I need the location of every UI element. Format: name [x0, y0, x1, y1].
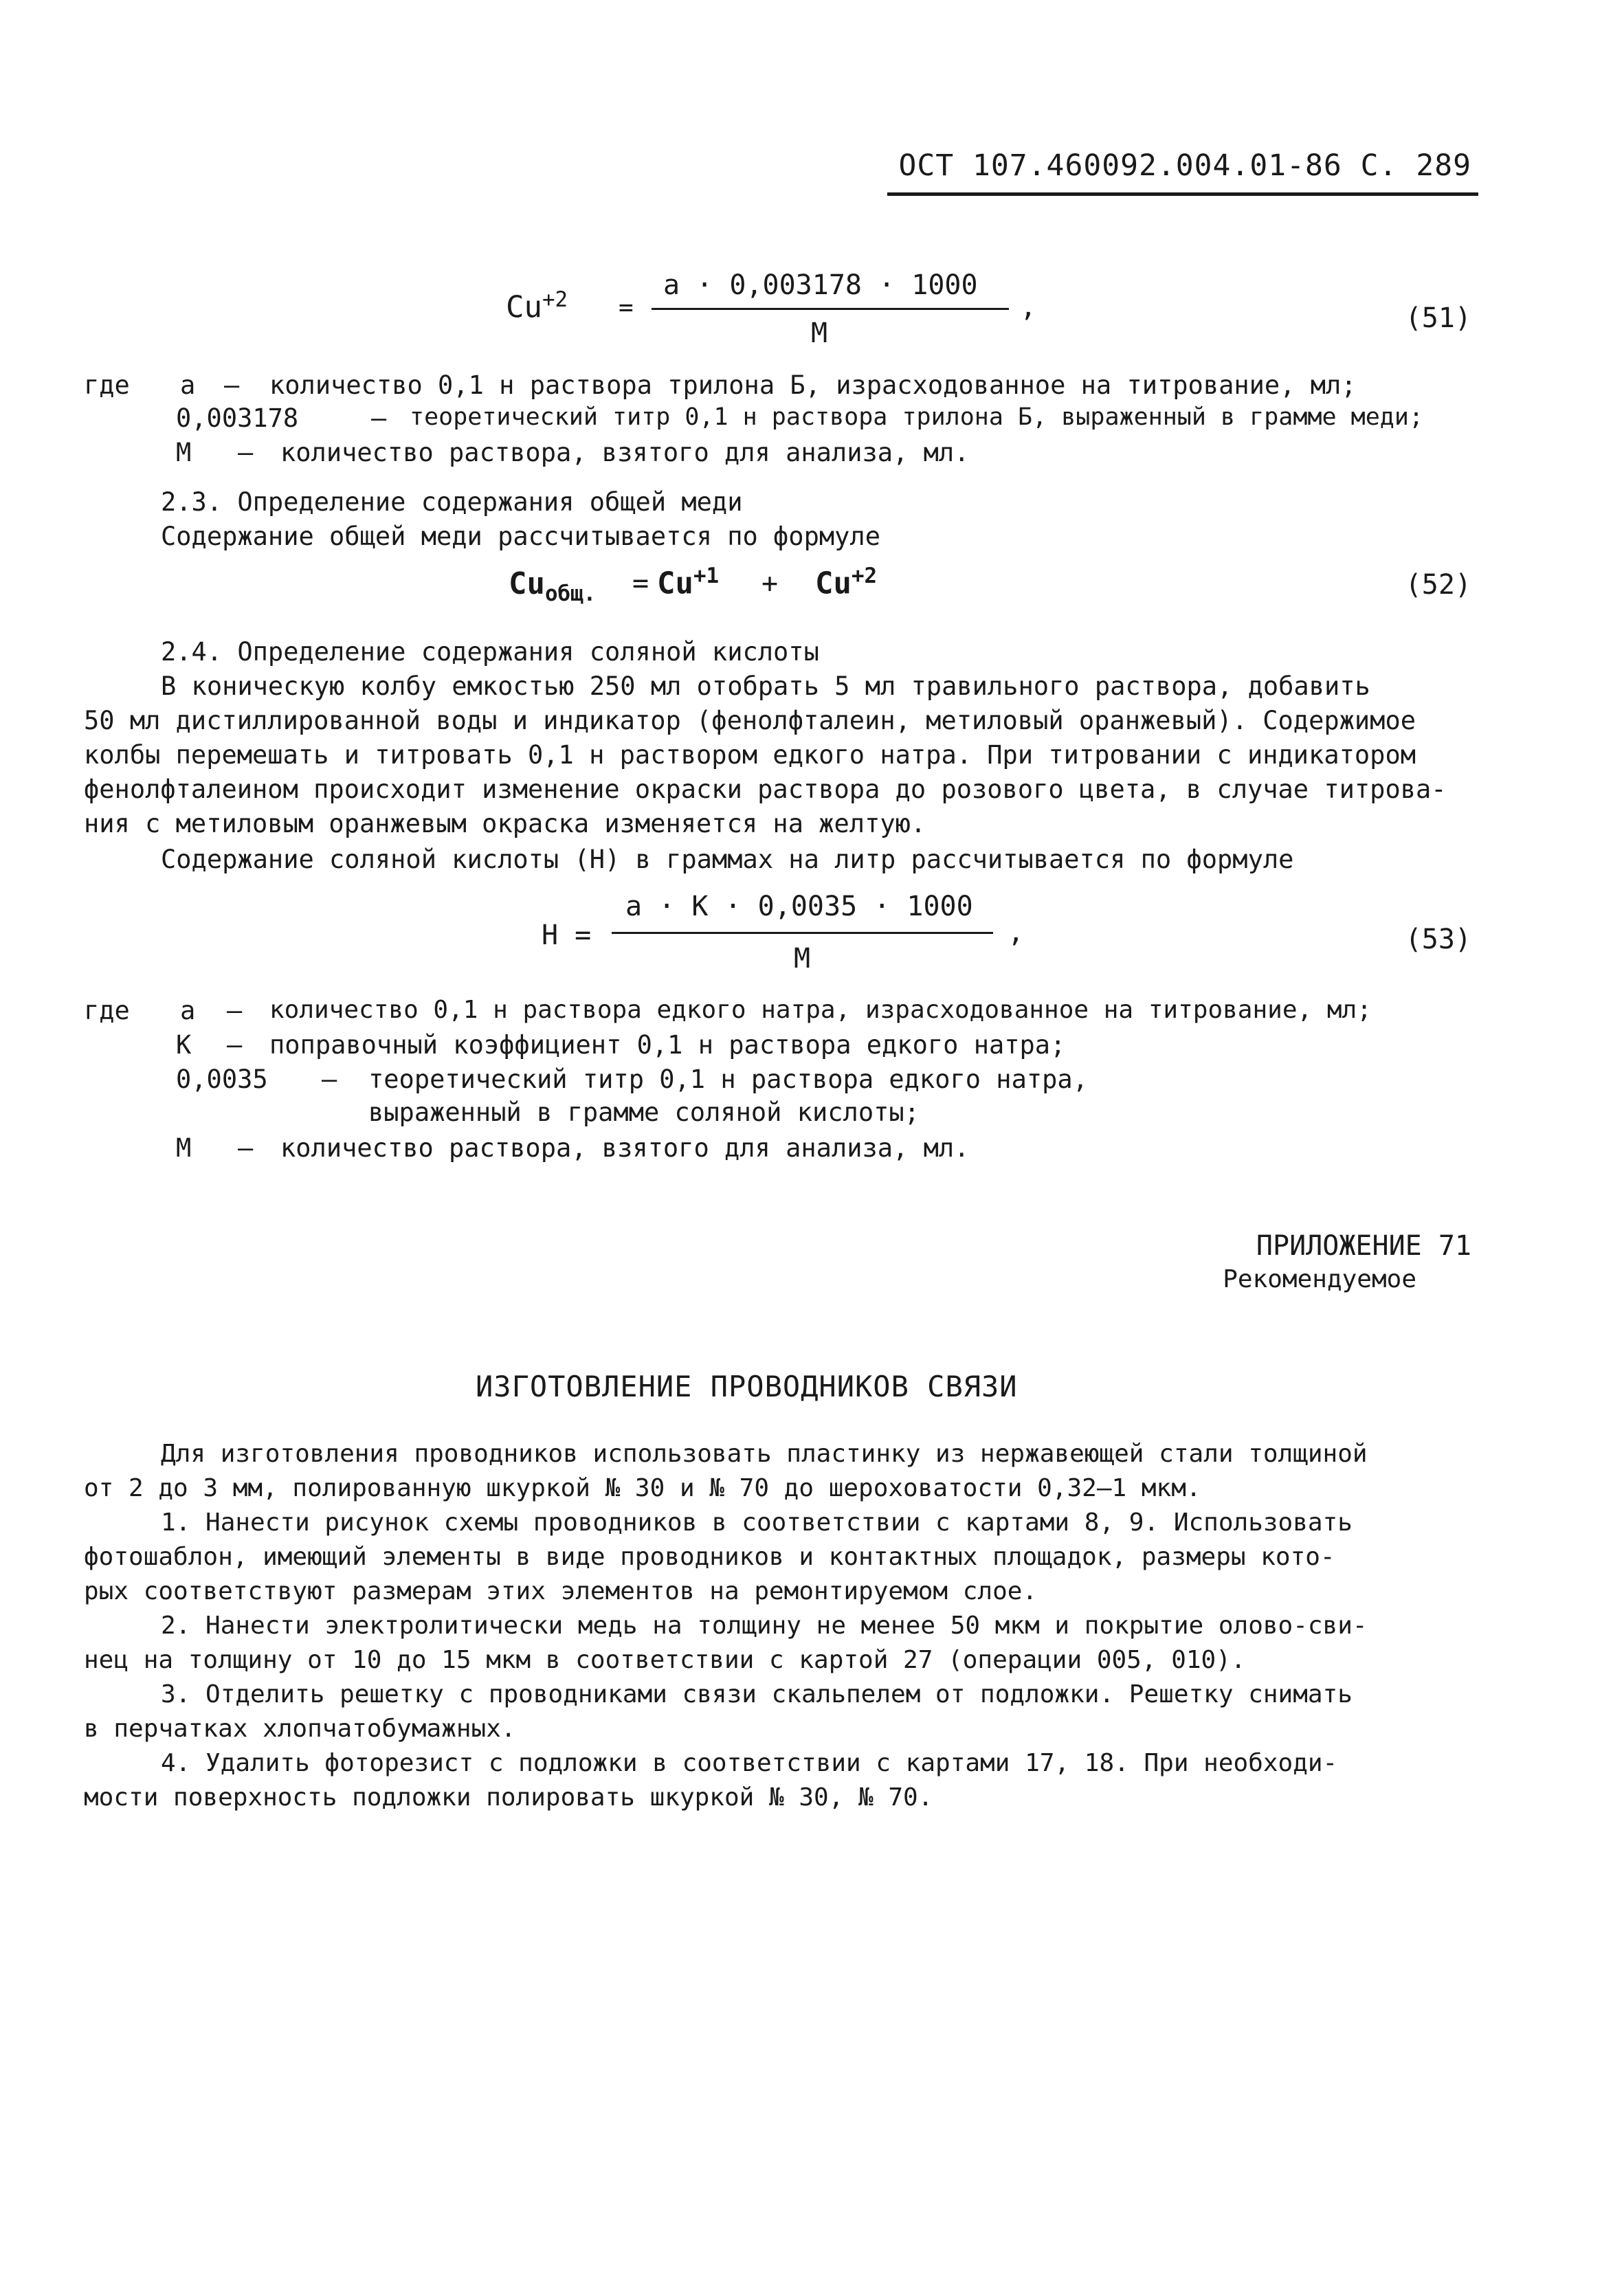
where-51-sym-1: a — [180, 370, 196, 400]
where-lead-53: где — [84, 996, 130, 1025]
body-line-1: Для изготовления проводников использовать пластинку из нержавеющей стали толщиной — [161, 1440, 1368, 1468]
where-53-text-5: количество раствора, взятого для анализа, мл. — [280, 1133, 970, 1163]
body-line-11: мости поверхность подложки полировать шкуркой № 30, № 70. — [84, 1783, 933, 1812]
where-53-sym-2: K — [176, 1030, 192, 1060]
where-53-text-2: поправочный коэффициент 0,1 н раствора едкого натра; — [269, 1030, 1066, 1060]
where-51-dash-3: – — [238, 438, 254, 467]
section-2-4-line-6: Содержание соляной кислоты (H) в граммах на литр рассчитывается по формуле — [161, 845, 1294, 874]
where-53-dash-1: – — [227, 996, 243, 1025]
where-51-dash-2: – — [371, 403, 387, 433]
body-line-7: нец на толщину от 10 до 15 мкм в соответствии с картой 27 (операции 005, 010). — [84, 1646, 1246, 1674]
formula-51-comma: , — [1020, 291, 1037, 323]
formula-53-comma: , — [1008, 917, 1025, 948]
formula-51-fraction-bar — [652, 308, 1009, 310]
where-53-text-4: выраженный в грамме соляной кислоты; — [368, 1098, 920, 1127]
formula-53-fraction-bar — [612, 932, 993, 934]
body-line-4: фотошаблон, имеющий элементы в виде проводников и контактных площадок, размеры кото- — [84, 1543, 1335, 1571]
formula-51-eq: = — [619, 293, 634, 322]
body-line-8: 3. Отделить решетку с проводниками связи скальпелем от подложки. Решетку снимать — [161, 1680, 1353, 1708]
section-2-3-text: Содержание общей меди рассчитывается по формуле — [161, 522, 880, 551]
section-2-4-title: 2.4. Определение содержания соляной кислоты — [161, 637, 819, 667]
formula-52-plus: + — [761, 568, 779, 599]
where-53-dash-2: – — [227, 1030, 243, 1060]
section-2-4-line-5: ния с метиловым оранжевым окраска изменяется на желтую. — [84, 809, 926, 838]
where-53-sym-3: 0,0035 — [176, 1065, 268, 1094]
equation-number-52: (52) — [1405, 569, 1471, 601]
formula-53-denominator: M — [794, 943, 811, 974]
formula-52-term-2: $Cu^{+2}$ — [815, 564, 878, 601]
body-line-9: в перчатках хлопчатобумажных. — [84, 1715, 516, 1743]
where-51-text-3: количество раствора, взятого для анализа, мл. — [280, 438, 970, 467]
appendix-title: ПРИЛОЖЕНИЕ 71 — [1256, 1230, 1471, 1262]
formula-53-numerator: a · K · 0,0035 · 1000 — [625, 891, 973, 922]
where-53-dash-3: – — [322, 1065, 337, 1094]
body-line-6: 2. Нанести электролитически медь на толщину не менее 50 мкм и покрытие олово-сви- — [161, 1612, 1368, 1640]
section-2-3-title: 2.3. Определение содержания общей меди — [161, 487, 743, 517]
equation-number-51: (51) — [1405, 302, 1471, 334]
where-53-dash-5: – — [238, 1133, 254, 1163]
formula-51-denominator: M — [811, 318, 828, 349]
formula-51-lhs: $Cu^{+2}$ — [506, 287, 568, 325]
formula-52-eq: = — [632, 568, 649, 599]
formula-51-numerator: a · 0,003178 · 1000 — [663, 269, 978, 301]
section-2-4-line-3: колбы перемешать и титровать 0,1 н раствором едкого натра. При титровании с индикатором — [84, 740, 1416, 770]
section-title: ИЗГОТОВЛЕНИЕ ПРОВОДНИКОВ СВЯЗИ — [476, 1370, 1018, 1403]
where-53-text-1: количество 0,1 н раствора едкого натра, израсходованное на титрование, мл; — [269, 996, 1372, 1024]
body-line-2: от 2 до 3 мм, полированную шкуркой № 30 и № 70 до шероховатости 0,32–1 мкм. — [84, 1474, 1201, 1502]
where-51-text-1: количество 0,1 н раствора трилона Б, израсходованное на титрование, мл; — [269, 370, 1357, 400]
where-lead-51: где — [84, 370, 130, 400]
page-header: ОСТ 107.460092.004.01-86 С. 289 — [898, 148, 1471, 183]
body-line-3: 1. Нанести рисунок схемы проводников в соответствии с картами 8, 9. Использовать — [161, 1508, 1353, 1537]
where-51-dash-1: – — [224, 370, 240, 400]
where-51-sym-2: 0,003178 — [176, 403, 299, 433]
formula-53-lhs: H = — [542, 920, 592, 951]
body-line-5: рых соответствуют размерам этих элементов на ремонтируемом слое. — [84, 1577, 1038, 1605]
where-53-sym-5: M — [176, 1133, 192, 1163]
appendix-subtitle: Рекомендуемое — [1223, 1265, 1416, 1293]
body-line-10: 4. Удалить фоторезист с подложки в соответствии с картами 17, 18. При необходи- — [161, 1749, 1338, 1777]
header-rule — [887, 192, 1478, 196]
where-51-sym-3: M — [176, 438, 192, 467]
where-51-text-2: теоретический титр 0,1 н раствора трилона Б, выраженный в грамме меди; — [410, 403, 1424, 431]
formula-52-term-1: $Cu^{+1}$ — [657, 564, 720, 601]
section-2-4-line-1: В коническую колбу емкостью 250 мл отобрать 5 мл травильного раствора, добавить — [161, 671, 1370, 701]
section-2-4-line-4: фенолфталеином происходит изменение окраски раствора до розового цвета, в случае титрова- — [84, 775, 1447, 804]
equation-number-53: (53) — [1405, 924, 1471, 955]
section-2-4-line-2: 50 мл дистиллированной воды и индикатор (фенолфталеин, метиловый оранжевый). Содержимое — [84, 706, 1416, 735]
where-53-text-3: теоретический титр 0,1 н раствора едкого натра, — [368, 1065, 1088, 1094]
where-53-sym-1: a — [180, 996, 196, 1025]
formula-52-lhs: $Cu_{общ.}$ — [509, 566, 597, 606]
